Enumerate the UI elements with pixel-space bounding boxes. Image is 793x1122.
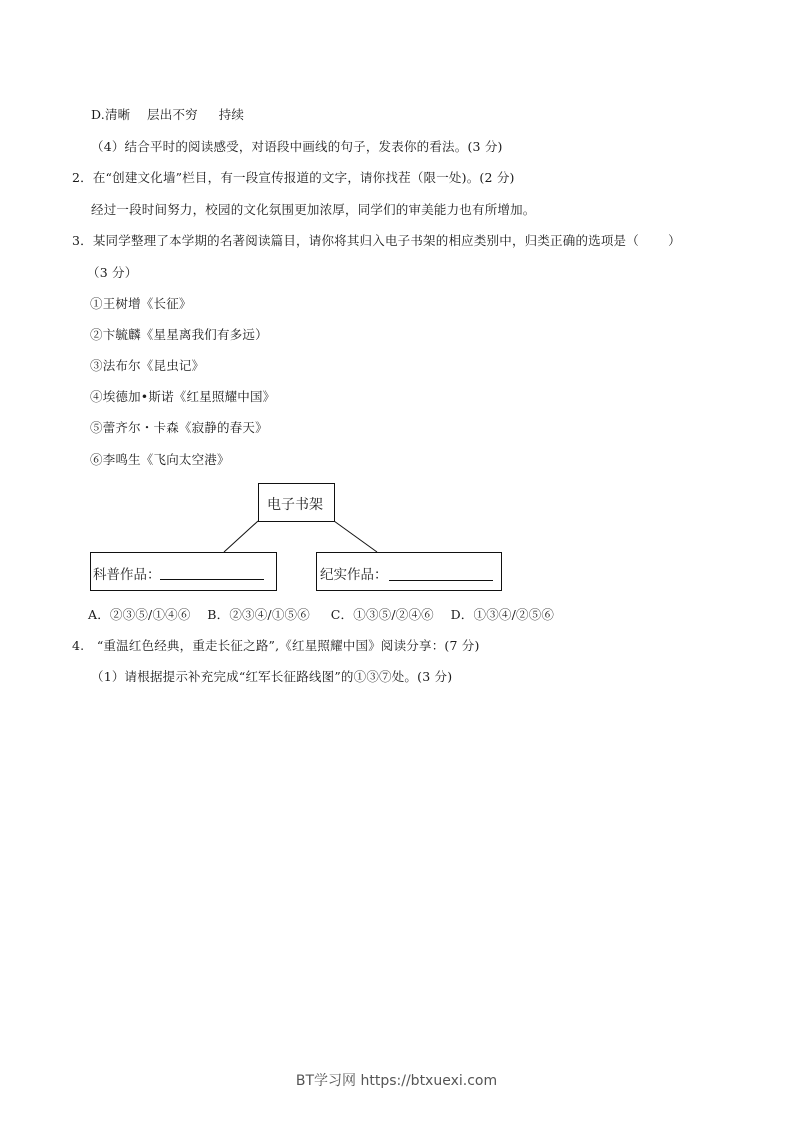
book-item: ②卞毓麟《星星离我们有多远）: [90, 327, 268, 342]
watermark-footer: BT学习网 https://btxuexi.com: [295, 1073, 498, 1089]
book-item: ⑥李鸣生《飞向太空港》: [90, 452, 230, 467]
q1-sub-question-4: （4）结合平时的阅读感受，对语段中画线的句子，发表你的看法。(3 分): [91, 139, 503, 154]
diagram-science-box: [90, 552, 277, 591]
book-item: ④埃德加•斯诺《红星照耀中国》: [90, 389, 276, 404]
diagram-documentary-box: [316, 552, 502, 591]
diagram-science-label: 科普作品：: [93, 567, 161, 583]
book-item: ⑤蕾齐尔・卡森《寂静的春天》: [90, 420, 268, 435]
q1-option-d: D.清晰 层出不穷 持续: [91, 107, 245, 122]
diagram-root-label: 电子书架: [267, 497, 323, 513]
documentary-answer-blank[interactable]: [389, 580, 493, 581]
question-4-sub-1: （1）请根据提示补充完成“红军长征路线图”的①③⑦处。(3 分): [91, 669, 453, 684]
diagram-root-box: [258, 483, 335, 522]
science-answer-blank[interactable]: [160, 579, 264, 580]
book-item: ①王树增《长征》: [90, 296, 192, 311]
question-3-options: A．②③⑤/①④⑥ B．②③④/①⑤⑥ C．①③⑤/②④⑥ D．①③④/②⑤⑥: [88, 607, 555, 622]
book-item: ③法布尔《昆虫记》: [90, 358, 205, 373]
diagram-documentary-label: 纪实作品：: [320, 567, 388, 583]
question-2-stem: 2．在“创建文化墙”栏目，有一段宣传报道的文字，请你找茬（限一处)。(2 分): [72, 170, 515, 185]
question-3-stem: 3．某同学整理了本学期的名著阅读篇目，请你将其归入电子书架的相应类别中，归类正确的选项是（ ）: [72, 233, 681, 248]
question-4-stem: 4. “重温红色经典，重走长征之路”,《红星照耀中国》阅读分享：(7 分): [72, 638, 480, 653]
question-2-text: 经过一段时间努力，校园的文化氛围更加浓厚，同学们的审美能力也有所增加。: [91, 202, 536, 217]
question-3-score: （3 分）: [87, 265, 138, 280]
